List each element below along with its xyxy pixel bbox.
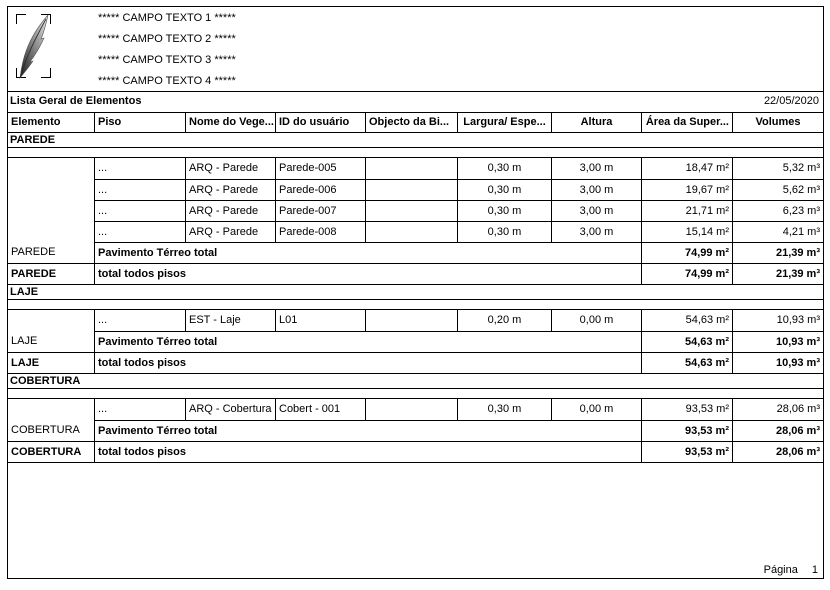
floor-total-row — [8, 331, 823, 352]
total-label-cell: Pavimento Térreo total — [95, 420, 642, 441]
piso-cell: ... — [95, 310, 186, 331]
letterhead-line: ***** CAMPO TEXTO 1 ***** — [98, 12, 236, 24]
altura-cell: 0,00 m — [552, 310, 642, 331]
total-volume-cell: 21,39 m³ — [733, 263, 823, 284]
largura-cell: 0,30 m — [458, 179, 552, 200]
nome-cell: ARQ - Cobertura — [186, 399, 276, 420]
table-header-row — [8, 112, 823, 133]
objecto-cell — [366, 158, 458, 179]
id-cell: Parede-007 — [276, 200, 366, 221]
total-label-cell: total todos pisos — [95, 263, 642, 284]
largura-cell: 0,30 m — [458, 200, 552, 221]
grand-total-row — [8, 352, 823, 374]
volume-cell: 4,21 m³ — [733, 221, 823, 242]
volume-cell: 5,62 m³ — [733, 179, 823, 200]
total-volume-cell: 21,39 m³ — [733, 242, 823, 263]
total-elemento-cell: LAJE — [8, 352, 95, 373]
nome-cell: ARQ - Parede — [186, 200, 276, 221]
objecto-cell — [366, 179, 458, 200]
id-cell: L01 — [276, 310, 366, 331]
id-cell: Parede-005 — [276, 158, 366, 179]
area-cell: 93,53 m² — [642, 399, 733, 420]
altura-cell: 3,00 m — [552, 158, 642, 179]
area-cell: 21,71 m² — [642, 200, 733, 221]
grand-total-row — [8, 263, 823, 285]
largura-cell: 0,30 m — [458, 221, 552, 242]
letterhead-line: ***** CAMPO TEXTO 3 ***** — [98, 54, 236, 66]
altura-cell: 3,00 m — [552, 200, 642, 221]
id-cell: Cobert - 001 — [276, 399, 366, 420]
column-header-piso: Piso — [95, 113, 186, 132]
nome-cell: ARQ - Parede — [186, 221, 276, 242]
objecto-cell — [366, 310, 458, 331]
section-data-rows — [8, 398, 823, 420]
total-elemento-cell: COBERTURA — [8, 420, 95, 441]
area-cell: 18,47 m² — [642, 158, 733, 179]
letterhead — [98, 8, 236, 92]
total-area-cell: 74,99 m² — [642, 263, 733, 284]
logo-box — [16, 14, 51, 78]
largura-cell: 0,30 m — [458, 399, 552, 420]
piso-cell: ... — [95, 179, 186, 200]
total-volume-cell: 28,06 m³ — [733, 420, 823, 441]
section-gap — [8, 148, 823, 157]
floor-total-row — [8, 242, 823, 263]
section-data-rows — [8, 157, 823, 242]
column-header-altura: Altura — [552, 113, 642, 132]
table-body — [8, 133, 823, 463]
report-sheet — [7, 6, 824, 579]
page-indicator — [764, 564, 818, 576]
objecto-cell — [366, 399, 458, 420]
piso-cell: ... — [95, 221, 186, 242]
section-gap — [8, 300, 823, 309]
total-area-cell: 54,63 m² — [642, 352, 733, 373]
grand-total-row — [8, 441, 823, 463]
area-cell: 54,63 m² — [642, 310, 733, 331]
section-gap — [8, 389, 823, 398]
total-label-cell: Pavimento Térreo total — [95, 331, 642, 352]
area-cell: 19,67 m² — [642, 179, 733, 200]
column-header-id-usuario: ID do usuário — [276, 113, 366, 132]
total-label-cell: total todos pisos — [95, 441, 642, 462]
section-header: COBERTURA — [8, 374, 823, 389]
nome-cell: ARQ - Parede — [186, 158, 276, 179]
total-elemento-cell: LAJE — [8, 331, 95, 352]
piso-cell: ... — [95, 399, 186, 420]
largura-cell: 0,20 m — [458, 310, 552, 331]
total-area-cell: 93,53 m² — [642, 420, 733, 441]
total-area-cell: 93,53 m² — [642, 441, 733, 462]
total-elemento-cell: PAREDE — [8, 263, 95, 284]
volume-cell: 28,06 m³ — [776, 403, 820, 415]
volume-cell: 6,23 m³ — [733, 200, 823, 221]
id-cell: Parede-006 — [276, 179, 366, 200]
column-header-volumes: Volumes — [755, 116, 801, 128]
column-header-objecto: Objecto da Bi... — [366, 113, 458, 132]
section-header: PAREDE — [8, 133, 823, 148]
total-elemento-cell: PAREDE — [8, 242, 95, 263]
column-header-nome: Nome do Vege... — [186, 113, 276, 132]
altura-cell: 3,00 m — [552, 179, 642, 200]
objecto-cell — [366, 200, 458, 221]
letterhead-line: ***** CAMPO TEXTO 2 ***** — [98, 33, 236, 45]
total-label-cell: total todos pisos — [95, 352, 642, 373]
total-area-cell: 74,99 m² — [642, 242, 733, 263]
section-data-rows — [8, 309, 823, 331]
elemento-merged-cell — [8, 310, 95, 331]
total-volume-cell: 10,93 m³ — [733, 331, 823, 352]
altura-cell: 3,00 m — [552, 221, 642, 242]
altura-cell: 0,00 m — [552, 399, 642, 420]
letterhead-line: ***** CAMPO TEXTO 4 ***** — [98, 75, 236, 87]
total-volume-cell: 10,93 m³ — [733, 352, 823, 373]
elemento-merged-cell — [8, 158, 95, 242]
elements-table — [8, 112, 823, 463]
section-header: LAJE — [8, 285, 823, 300]
feather-quill-icon — [13, 10, 55, 82]
elemento-merged-cell — [8, 399, 95, 420]
id-cell: Parede-008 — [276, 221, 366, 242]
page-label: Página — [763, 564, 798, 576]
piso-cell: ... — [95, 200, 186, 221]
title-bar — [8, 91, 823, 112]
area-cell: 15,14 m² — [642, 221, 733, 242]
objecto-cell — [366, 221, 458, 242]
nome-cell: ARQ - Parede — [186, 179, 276, 200]
column-header-elemento: Elemento — [8, 113, 95, 132]
volume-cell: 5,32 m³ — [782, 162, 820, 174]
page-number: 1 — [811, 564, 818, 576]
nome-cell: EST - Laje — [186, 310, 276, 331]
column-header-area: Área da Super... — [642, 113, 733, 132]
total-area-cell: 54,63 m² — [642, 331, 733, 352]
floor-total-row — [8, 420, 823, 441]
report-title: Lista Geral de Elementos — [10, 95, 142, 107]
piso-cell: ... — [95, 158, 186, 179]
volume-cell: 10,93 m³ — [776, 314, 820, 326]
total-volume-cell: 28,06 m³ — [733, 441, 823, 462]
total-elemento-cell: COBERTURA — [8, 441, 95, 462]
total-label-cell: Pavimento Térreo total — [95, 242, 642, 263]
largura-cell: 0,30 m — [458, 158, 552, 179]
column-header-largura: Largura/ Espe... — [458, 113, 552, 132]
report-date: 22/05/2020 — [763, 95, 819, 107]
